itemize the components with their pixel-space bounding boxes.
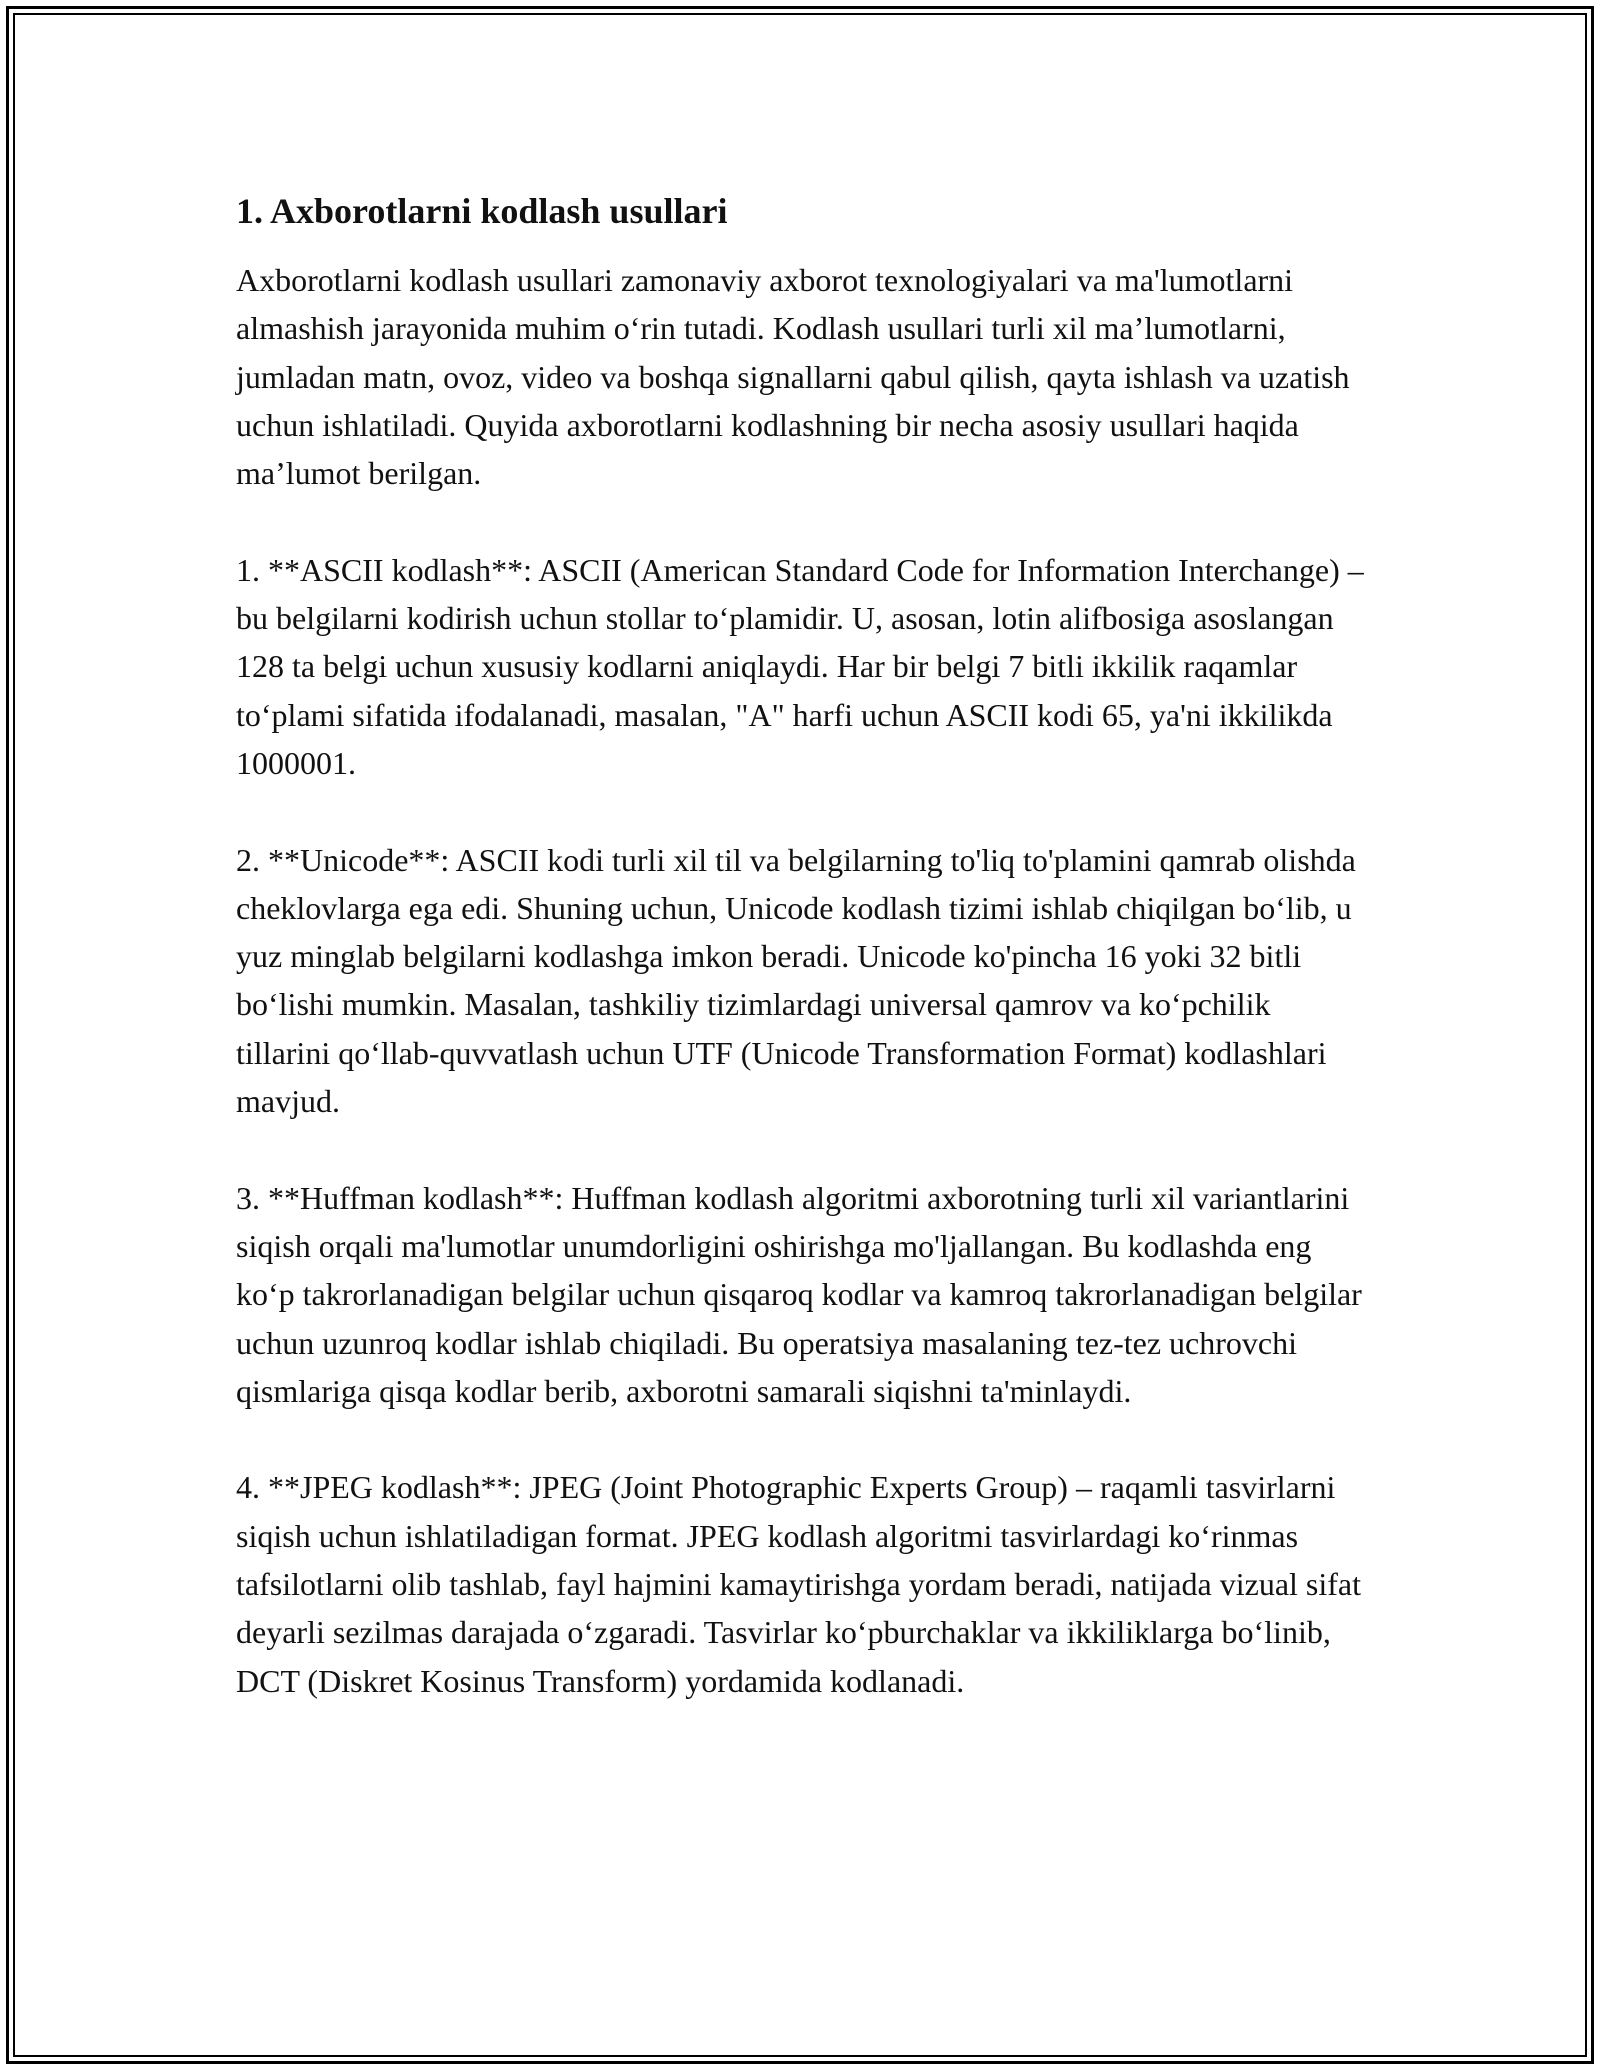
huffman-paragraph: 3. **Huffman kodlash**: Huffman kodlash algoritmi axborotning turli xil variantlarini siqish orqali ma'lumotlar unumdorligini oshirishga mo'ljallangan. Bu kodlashda eng ko‘p takrorlanadigan belgilar uchun qisqaroq kodlar va kamroq takrorlanadigan belgilar uchun uzunroq kodlar ishlab chiqiladi. Bu operatsiya masalaning tez-tez uchrovchi qismlariga qisqa kodlar berib, axborotni samarali siqishni ta'minlaydi. (236, 1179, 1362, 1409)
unicode-paragraph: 2. **Unicode**: ASCII kodi turli xil til va belgilarning to'liq to'plamini qamrab olishda cheklovlarga ega edi. Shuning uchun, Unicode kodlash tizimi ishlab chiqilgan bo‘lib, u yuz minglab belgilarni kodlashga imkon beradi. Unicode ko'pincha 16 yoki 32 bitli bo‘lishi mumkin. Masalan, tashkiliy tizimlardagi universal qamrov va ko‘pchilik tillarini qo‘llab-quvvatlash uchun UTF (Unicode Transformation Format) kodlashlari mavjud. (236, 841, 1356, 1120)
section-heading: 1. Axborotlarni kodlash usullari (236, 191, 728, 231)
ascii-paragraph: 1. **ASCII kodlash**: ASCII (American Standard Code for Information Interchange) – bu belgilarni kodirish uchun stollar to‘plamidir. U, asosan, lotin alifbosiga asoslangan 128 ta belgi uchun xususiy kodlarni aniqlaydi. Har bir belgi 7 bitli ikkilik raqamlar to‘plami sifatida ifodalanadi, masalan, "A" harfi uchun ASCII kodi 65, ya'ni ikkilikda 1000001. (236, 551, 1364, 781)
jpeg-paragraph: 4. **JPEG kodlash**: JPEG (Joint Photographic Experts Group) – raqamli tasvirlarni siqish uchun ishlatiladigan format. JPEG kodlash algoritmi tasvirlardagi ko‘rinmas tafsilotlarni olib tashlab, fayl hajmini kamaytirishga yordam beradi, natijada vizual sifat deyarli sezilmas darajada o‘zgaradi. Tasvirlar ko‘pburchaklar va ikkiliklarga bo‘linib, DCT (Diskret Kosinus Transform) yordamida kodlanadi. (236, 1469, 1361, 1699)
document-body (236, 186, 1366, 1753)
intro-paragraph: Axborotlarni kodlash usullari zamonaviy axborot texnologiyalari va ma'lumotlarni almashish jarayonida muhim o‘rin tutadi. Kodlash usullari turli xil ma’lumotlarni, jumladan matn, ovoz, video va boshqa signallarni qabul qilish, qayta ishlash va uzatish uchun ishlatiladi. Quyida axborotlarni kodlashning bir necha asosiy usullari haqida ma’lumot berilgan. (236, 262, 1350, 492)
